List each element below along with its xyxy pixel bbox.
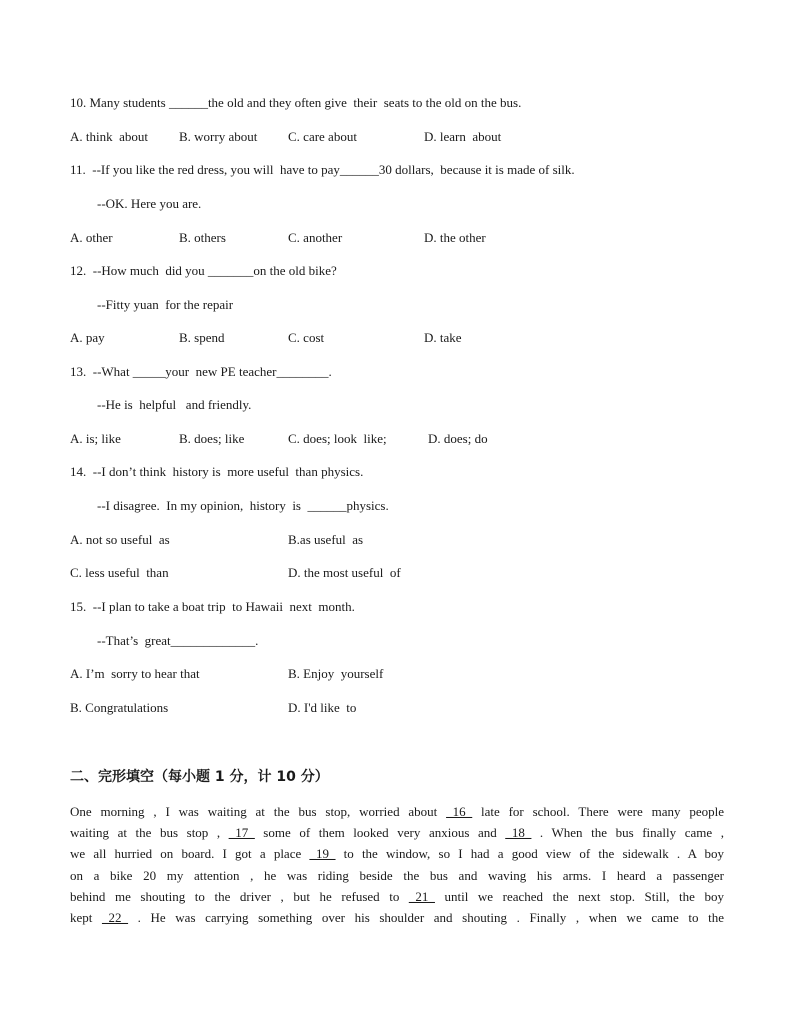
passage-line-5: behind me shouting to the driver , but he refused to _21_ until we reached the next stop. Still, the boy <box>70 888 724 904</box>
q12-option-d: D. take <box>424 330 462 345</box>
q11-option-a: A. other <box>70 230 113 245</box>
passage-line-4: on a bike 20 my attention , he was riding beside the bus and waving his arms. I heard a passenger <box>70 867 725 883</box>
q11-option-d: D. the other <box>424 230 486 245</box>
question-15-reply: --That’s great_____________. <box>97 633 259 648</box>
q11-option-b: B. others <box>179 230 226 245</box>
q13-option-d: D. does; do <box>428 431 488 446</box>
passage-line-3: we all hurried on board. I got a place _19_ to the window, so I had a good view of the sidewalk . A boy <box>70 846 724 862</box>
q15-option-a: A. I’m sorry to hear that <box>70 666 200 681</box>
question-15-stem: 15. --I plan to take a boat trip to Hawaii next month. <box>70 599 355 614</box>
blank-22: _22_ <box>102 910 129 926</box>
q10-option-a: A. think about <box>70 129 148 144</box>
q15-option-b: B. Enjoy yourself <box>288 666 384 681</box>
section-2-heading: 二、完形填空（每小题 1 分，计 10 分） <box>70 769 329 785</box>
q10-option-c: C. care about <box>288 129 357 144</box>
q13-option-a: A. is; like <box>70 431 121 446</box>
blank-16: _16_ <box>446 804 473 819</box>
blank-21: _21_ <box>408 888 435 904</box>
cloze-passage <box>70 801 724 928</box>
blank-18: _18_ <box>505 825 532 841</box>
question-14-reply: --I disagree. In my opinion, history is ______physics. <box>97 498 389 513</box>
q15-option-c: B. Congratulations <box>70 700 169 715</box>
q11-option-c: C. another <box>288 230 343 245</box>
passage-line-1: One morning , I was waiting at the bus stop, worried about _16_ late for school. There were many people <box>70 804 724 819</box>
question-14-stem: 14. --I don’t think history is more useful than physics. <box>70 464 364 479</box>
q10-option-b: B. worry about <box>179 129 258 144</box>
q13-option-b: B. does; like <box>179 431 245 446</box>
passage-line-2: waiting at the bus stop , _17_ some of them looked very anxious and _18_ . When the bus finally came , <box>70 825 724 841</box>
question-10-stem: 10. Many students ______the old and they often give their seats to the old on the bus. <box>70 95 522 110</box>
passage-line-6: kept _22_ . He was carrying something over his shoulder and shouting . Finally , when we came to the <box>70 910 724 926</box>
q14-option-a: A. not so useful as <box>70 532 170 547</box>
blank-20: 20 <box>143 867 157 883</box>
question-12-stem: 12. --How much did you _______on the old bike? <box>70 263 337 278</box>
q12-option-b: B. spend <box>179 330 225 345</box>
question-12-reply: --Fitty yuan for the repair <box>97 297 234 312</box>
q14-option-c: C. less useful than <box>70 565 169 580</box>
blank-19: _19_ <box>309 846 336 862</box>
q14-option-b: B.as useful as <box>288 532 364 547</box>
q12-option-c: C. cost <box>288 330 325 345</box>
q10-option-d: D. learn about <box>424 129 502 144</box>
q13-option-c: C. does; look like; <box>288 431 387 446</box>
q14-option-d: D. the most useful of <box>288 565 401 580</box>
question-13-reply: --He is helpful and friendly. <box>97 397 252 412</box>
question-13-stem: 13. --What _____your new PE teacher________. <box>70 364 332 379</box>
q12-option-a: A. pay <box>70 330 105 345</box>
question-11-stem: 11. --If you like the red dress, you will have to pay______30 dollars, because it is made of silk. <box>70 162 575 177</box>
blank-17: _17_ <box>228 825 255 841</box>
q15-option-d: D. I'd like to <box>288 700 357 715</box>
question-11-reply: --OK. Here you are. <box>97 196 202 211</box>
